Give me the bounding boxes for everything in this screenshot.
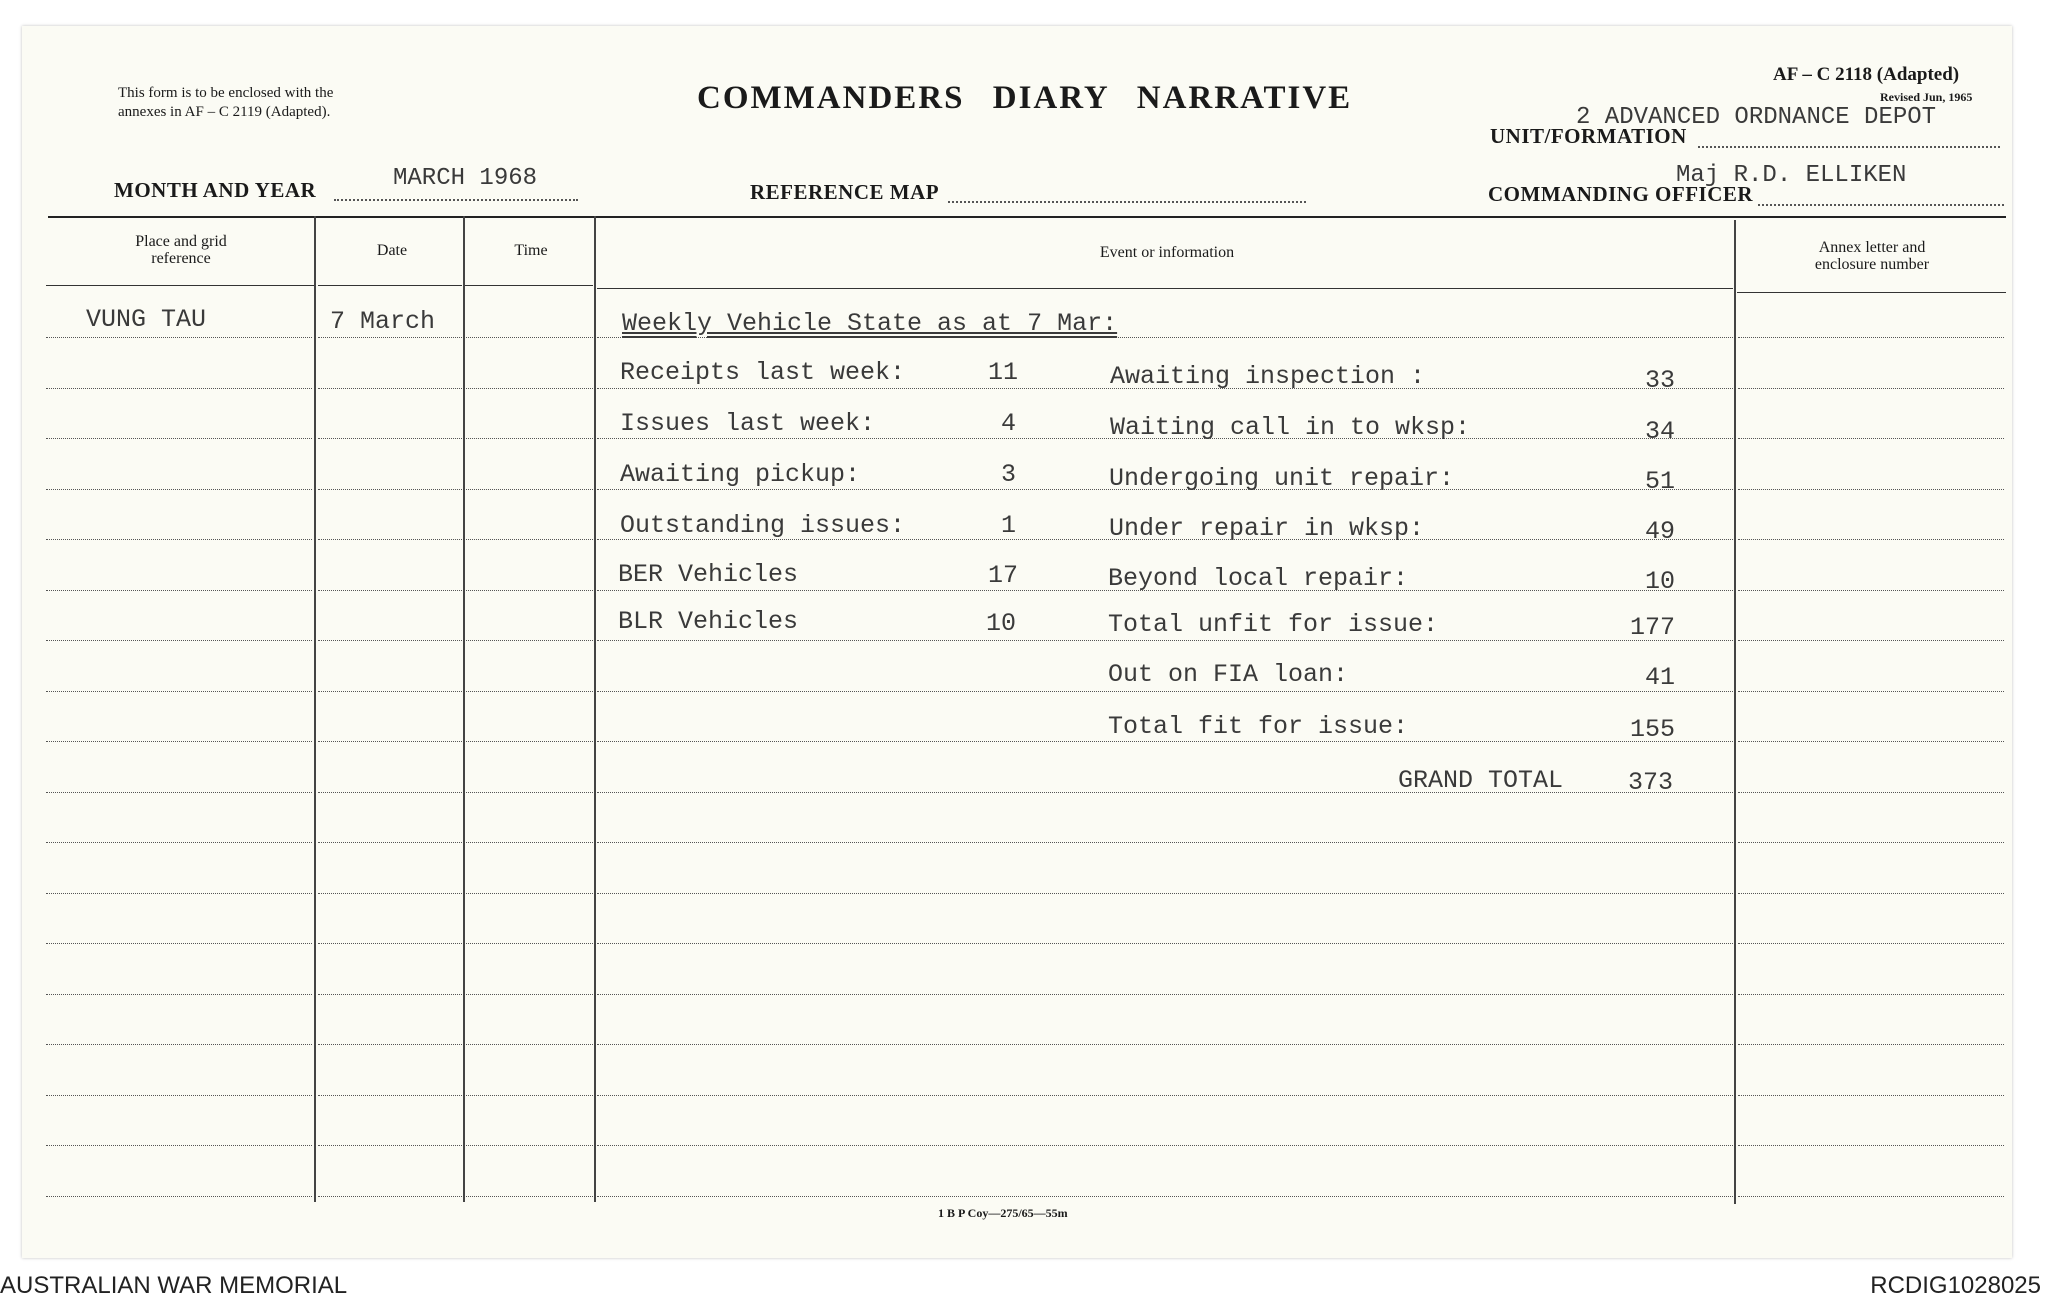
right-item-label: Awaiting inspection : [1110, 362, 1426, 391]
ruled-line [597, 691, 1733, 692]
right-item-label: Out on FIA loan: [1108, 660, 1349, 689]
ruled-line [597, 994, 1733, 995]
ruled-line [46, 337, 312, 338]
ruled-line [46, 1095, 312, 1096]
unit-label: UNIT/FORMATION [1490, 124, 1687, 148]
left-item-value: 11 [988, 358, 1019, 387]
ruled-line [46, 792, 312, 793]
ruled-line [466, 1145, 593, 1146]
ruled-line [318, 539, 462, 540]
form-number: AF – C 2118 (Adapted) [1773, 64, 1960, 85]
month-dotted-line [334, 199, 578, 201]
ruled-line [597, 1044, 1733, 1045]
co-dotted-line [1758, 204, 2004, 206]
ruled-line [466, 1044, 593, 1045]
place-header-rule [46, 285, 314, 286]
ruled-line [46, 539, 312, 540]
grand-total-value: 373 [1628, 768, 1674, 797]
right-item-value: 34 [1645, 417, 1676, 446]
ruled-line [46, 994, 312, 995]
ruled-line [46, 842, 312, 843]
ruled-line [597, 893, 1733, 894]
ruled-line [318, 842, 462, 843]
ruled-line [318, 337, 462, 338]
unit-value: 2 ADVANCED ORDNANCE DEPOT [1576, 104, 1937, 131]
column-header-annex [1737, 239, 2007, 273]
ruled-line [597, 640, 1733, 641]
left-item-value: 1 [1001, 511, 1017, 540]
print-code: 1 B P Coy—275/65—55m [938, 1206, 1068, 1220]
ruled-line [46, 1044, 312, 1045]
ruled-line [46, 640, 312, 641]
right-item-label: Beyond local repair: [1108, 564, 1409, 593]
ruled-line [1738, 337, 2004, 338]
ruled-line [597, 943, 1733, 944]
entry-date: 7 March [330, 307, 436, 336]
ruled-line [46, 943, 312, 944]
ruled-line [597, 741, 1733, 742]
ruled-line [466, 893, 593, 894]
column-header-date: Date [376, 242, 408, 259]
ruled-line [1738, 792, 2004, 793]
ruled-line [318, 640, 462, 641]
ruled-line [318, 943, 462, 944]
co-label: COMMANDING OFFICER [1488, 182, 1754, 206]
ruled-line [318, 994, 462, 995]
right-item-label: Total fit for issue: [1108, 712, 1409, 741]
ruled-line [466, 438, 593, 439]
ruled-line [46, 590, 312, 591]
left-item-label: BER Vehicles [618, 560, 799, 589]
time-header-rule [465, 285, 593, 286]
left-item-value: 3 [1001, 460, 1017, 489]
ruled-line [318, 388, 462, 389]
ruled-line [46, 893, 312, 894]
ruled-line [46, 438, 312, 439]
ruled-line [466, 741, 593, 742]
revised-date: Revised Jun, 1965 [1880, 90, 1973, 104]
co-value: Maj R.D. ELLIKEN [1676, 162, 1907, 189]
form-sheet [22, 26, 2012, 1258]
enclosure-note-line-1: This form is to be enclosed with the [118, 85, 334, 101]
ruled-line [318, 489, 462, 490]
ruled-line [318, 893, 462, 894]
column-header-time: Time [514, 242, 548, 259]
ruled-line [318, 1095, 462, 1096]
enclosure-note-line-2: annexes in AF – C 2119 (Adapted). [118, 104, 331, 120]
ruled-line [1738, 691, 2004, 692]
ruled-line [466, 590, 593, 591]
ruled-line [597, 842, 1733, 843]
ruled-line [597, 1145, 1733, 1146]
ruled-line [466, 691, 593, 692]
entry-place: VUNG TAU [86, 305, 207, 334]
ruled-line [466, 842, 593, 843]
table-top-rule [48, 216, 2006, 218]
column-divider-2 [463, 216, 465, 1202]
right-item-label: Waiting call in to wksp: [1110, 413, 1471, 442]
right-item-value: 10 [1645, 567, 1676, 596]
ruled-line [1738, 539, 2004, 540]
ruled-line [466, 489, 593, 490]
right-item-value: 41 [1645, 663, 1676, 692]
month-value: MARCH 1968 [393, 165, 538, 192]
place-header-line-2: reference [151, 250, 211, 267]
enclosure-note [118, 84, 333, 122]
ruled-line [46, 741, 312, 742]
left-item-label: Issues last week: [620, 409, 876, 438]
ruled-line [318, 741, 462, 742]
ruled-line [597, 1196, 1733, 1197]
annex-header-rule [1737, 292, 2006, 293]
unit-dotted-line [1698, 146, 2000, 148]
form-title: COMMANDERS DIARY NARRATIVE [697, 80, 1353, 116]
right-item-label: Total unfit for issue: [1108, 610, 1439, 639]
month-label: MONTH AND YEAR [114, 178, 317, 202]
annex-header-line-1: Annex letter and [1818, 239, 1926, 256]
column-divider-4 [1734, 220, 1736, 1204]
right-item-value: 155 [1630, 715, 1676, 744]
ruled-line [318, 1044, 462, 1045]
grand-total-label: GRAND TOTAL [1398, 766, 1564, 795]
map-dotted-line [948, 201, 1306, 203]
ruled-line [318, 691, 462, 692]
annex-header-line-2: enclosure number [1814, 256, 1930, 273]
ruled-line [466, 792, 593, 793]
ruled-line [318, 590, 462, 591]
ruled-line [1738, 741, 2004, 742]
ruled-line [46, 489, 312, 490]
column-header-place [46, 233, 316, 267]
caption-right: RCDIG1028025 [1870, 1272, 2041, 1299]
column-divider-3 [594, 216, 596, 1202]
ruled-line [466, 337, 593, 338]
ruled-line [1738, 1095, 2004, 1096]
ruled-line [318, 1196, 462, 1197]
ruled-line [1738, 994, 2004, 995]
ruled-line [466, 388, 593, 389]
ruled-line [466, 994, 593, 995]
column-header-event: Event or information [1099, 244, 1235, 261]
ruled-line [1738, 893, 2004, 894]
ruled-line [466, 943, 593, 944]
ruled-line [318, 438, 462, 439]
right-item-label: Undergoing unit repair: [1109, 464, 1455, 493]
left-item-label: Outstanding issues: [620, 511, 906, 540]
event-header-rule [597, 288, 1733, 289]
entry-heading: Weekly Vehicle State as at 7 Mar: [622, 309, 1118, 338]
map-label: REFERENCE MAP [750, 180, 940, 204]
left-item-label: BLR Vehicles [618, 607, 799, 636]
ruled-line [46, 1145, 312, 1146]
ruled-line [466, 539, 593, 540]
left-item-value: 4 [1001, 409, 1017, 438]
right-item-value: 49 [1645, 517, 1676, 546]
ruled-line [1738, 388, 2004, 389]
ruled-line [1738, 489, 2004, 490]
ruled-line [466, 1095, 593, 1096]
ruled-line [1738, 640, 2004, 641]
right-item-value: 33 [1645, 366, 1676, 395]
left-item-value: 10 [986, 609, 1017, 638]
left-item-label: Receipts last week: [620, 358, 906, 387]
ruled-line [1738, 943, 2004, 944]
ruled-line [46, 1196, 312, 1197]
left-item-label: Awaiting pickup: [620, 460, 861, 489]
ruled-line [597, 1095, 1733, 1096]
date-header-rule [318, 285, 462, 286]
ruled-line [318, 1145, 462, 1146]
place-header-line-1: Place and grid [135, 233, 227, 250]
ruled-line [1738, 842, 2004, 843]
ruled-line [318, 792, 462, 793]
ruled-line [1738, 1145, 2004, 1146]
ruled-line [466, 1196, 593, 1197]
ruled-line [1738, 1044, 2004, 1045]
ruled-line [1738, 590, 2004, 591]
caption-left: AUSTRALIAN WAR MEMORIAL [0, 1272, 348, 1299]
ruled-line [1738, 1196, 2004, 1197]
right-item-value: 177 [1630, 613, 1676, 642]
ruled-line [466, 640, 593, 641]
ruled-line [1738, 438, 2004, 439]
ruled-line [46, 691, 312, 692]
column-divider-1 [314, 216, 316, 1202]
left-item-value: 17 [988, 561, 1019, 590]
right-item-label: Under repair in wksp: [1109, 514, 1425, 543]
ruled-line [46, 388, 312, 389]
right-item-value: 51 [1645, 467, 1676, 496]
